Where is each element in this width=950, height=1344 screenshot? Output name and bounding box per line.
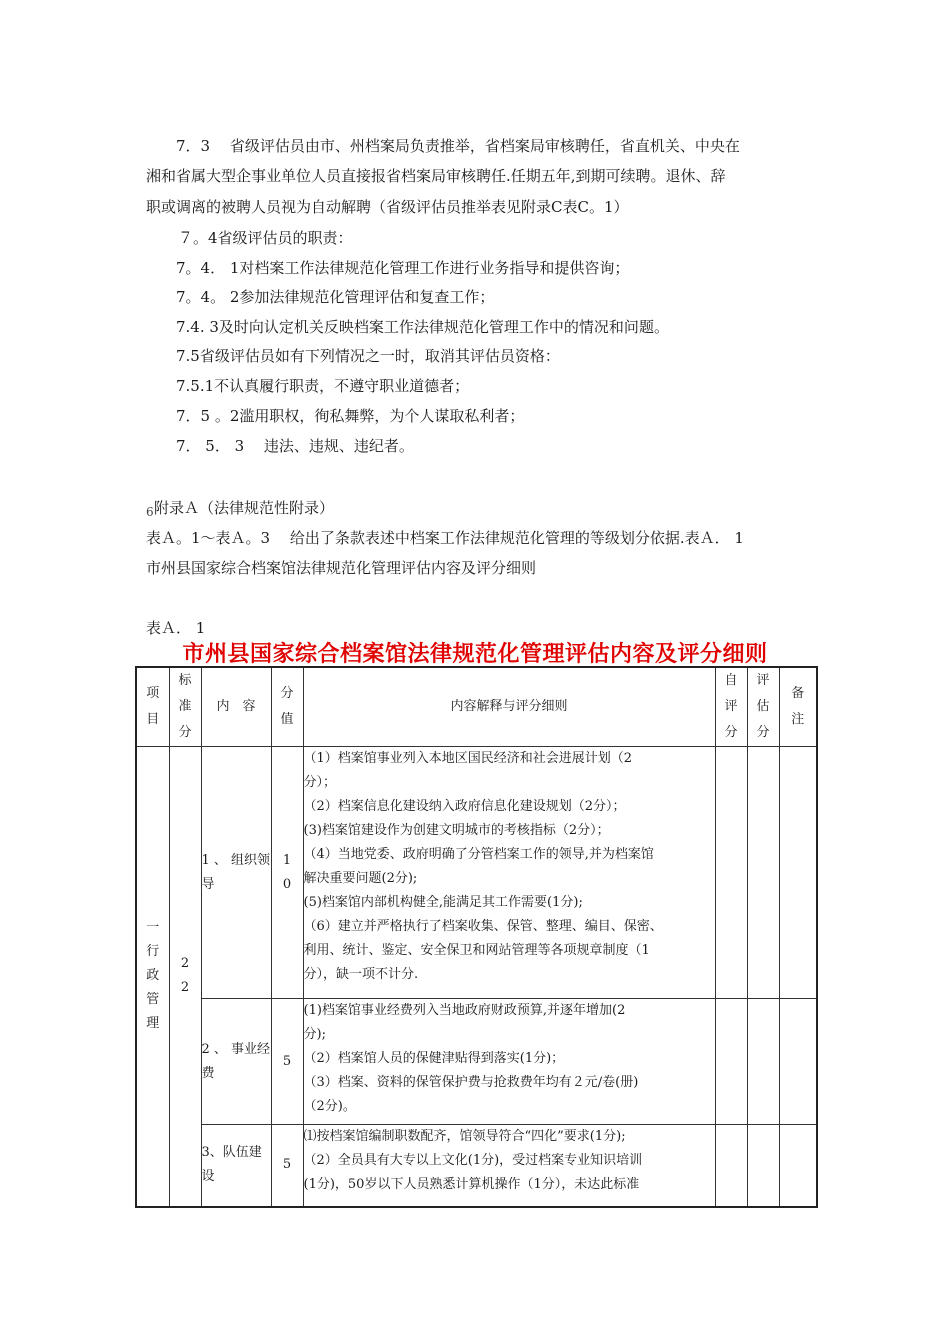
row-score: 5 <box>271 1125 303 1207</box>
header-score: 分值 <box>271 667 303 747</box>
header-assess: 评估分 <box>747 667 779 747</box>
row-content: 1 、 组织领导 <box>201 747 271 999</box>
paragraph-7-5-3: 7． 5． 3 违法、违规、违纪者。 <box>176 437 414 455</box>
row-remark <box>779 747 817 999</box>
header-standard: 标准分 <box>169 667 201 747</box>
row-remark <box>779 1125 817 1207</box>
row-assess-score <box>747 747 779 999</box>
row-self-score <box>715 747 747 999</box>
header-self: 自评分 <box>715 667 747 747</box>
appendix-line-1: 表Ａ。1～表Ａ。3 给出了条款表述中档案工作法律规范化管理的等级划分依据.表Ａ． 1 <box>146 529 744 547</box>
header-content: 内 容 <box>201 667 271 747</box>
paragraph-7-3-b: 湘和省属大型企事业单位人员直接报省档案局审核聘任.任期五年,到期可续聘。退休、辞 <box>146 167 726 185</box>
header-remark: 备注 <box>779 667 817 747</box>
table-label: 表Ａ． 1 <box>146 619 206 637</box>
paragraph-7-5: 7.5省级评估员如有下列情况之一时，取消其评估员资格： <box>176 347 560 365</box>
header-detail: 内容解释与评分细则 <box>303 667 715 747</box>
section-standard: 22 <box>169 747 201 1207</box>
table-row <box>136 1125 817 1207</box>
row-detail: (1)档案馆事业经费列入当地政府财政预算,并逐年增加(2 分); （2）档案馆人员的保健津贴得到落实(1分)； （3）档案、资料的保管保护费与抢救费年均有２元/卷(册) （2分)。 <box>303 999 715 1125</box>
paragraph-7-4: ７。4省级评估员的职责： <box>178 229 353 247</box>
row-detail: ⑴按档案馆编制职数配齐，馆领导符合“四化”要求(1分); （2）全员具有大专以上文化(1分)，受过档案专业知识培训 (1分)，50岁以下人员熟悉计算机操作（1分），未达此标准 <box>303 1125 715 1207</box>
table-row <box>136 999 817 1125</box>
row-assess-score <box>747 1125 779 1207</box>
paragraph-7-4-1: 7。4． 1对档案工作法律规范化管理工作进行业务指导和提供咨询； <box>176 259 630 277</box>
appendix-heading: 附录Ａ（法律规范性附录） <box>154 499 335 517</box>
row-content: 2 、 事业经费 <box>201 999 271 1125</box>
row-score: 10 <box>271 747 303 999</box>
paragraph-7-5-2: 7．5 。2滥用职权，徇私舞弊，为个人谋取私利者； <box>176 407 525 425</box>
section-name: 一行政管理 <box>136 747 169 1207</box>
row-detail: （1）档案馆事业列入本地区国民经济和社会进展计划（2 分）； （2）档案信息化建设纳入政府信息化建设规划（2分）； (3)档案馆建设作为创建文明城市的考核指标（2分）； （4）当地党委、政府明确了分管档案工作的领导,并为档案馆 解决重要问题(2分); (5)档案馆内部机构健全,能满足其工作需要(1分); （6）建立并严格执行了档案收集、保管、整理、编目、保密、 利用、统计、鉴定、安全保卫和网站管理等各项规章制度（1 分），缺一项不计分. <box>303 747 715 999</box>
row-self-score <box>715 1125 747 1207</box>
row-remark <box>779 999 817 1125</box>
paragraph-7-4-2: 7。4。 2参加法律规范化管理评估和复查工作； <box>176 288 495 306</box>
page-marker: 6 <box>146 505 154 519</box>
paragraph-7-4-3: 7.4. 3及时向认定机关反映档案工作法律规范化管理工作中的情况和问题。 <box>176 318 669 336</box>
row-self-score <box>715 999 747 1125</box>
appendix-line-2: 市州县国家综合档案馆法律规范化管理评估内容及评分细则 <box>146 559 537 577</box>
evaluation-table <box>135 666 818 1208</box>
paragraph-7-3-c: 职或调离的被聘人员视为自动解聘（省级评估员推举表见附录C表C。1） <box>146 198 629 216</box>
header-item: 项目 <box>136 667 169 747</box>
row-assess-score <box>747 999 779 1125</box>
table-header-row <box>136 667 817 747</box>
table-title: 市州县国家综合档案馆法律规范化管理评估内容及评分细则 <box>182 642 768 667</box>
table-row <box>136 747 817 999</box>
row-content: 3、队伍建设 <box>201 1125 271 1207</box>
paragraph-7-3-a: 7．3 省级评估员由市、州档案局负责推举，省档案局审核聘任，省直机关、中央在 <box>176 137 740 155</box>
paragraph-7-5-1: 7.5.1不认真履行职责，不遵守职业道德者； <box>176 377 470 395</box>
row-score: 5 <box>271 999 303 1125</box>
